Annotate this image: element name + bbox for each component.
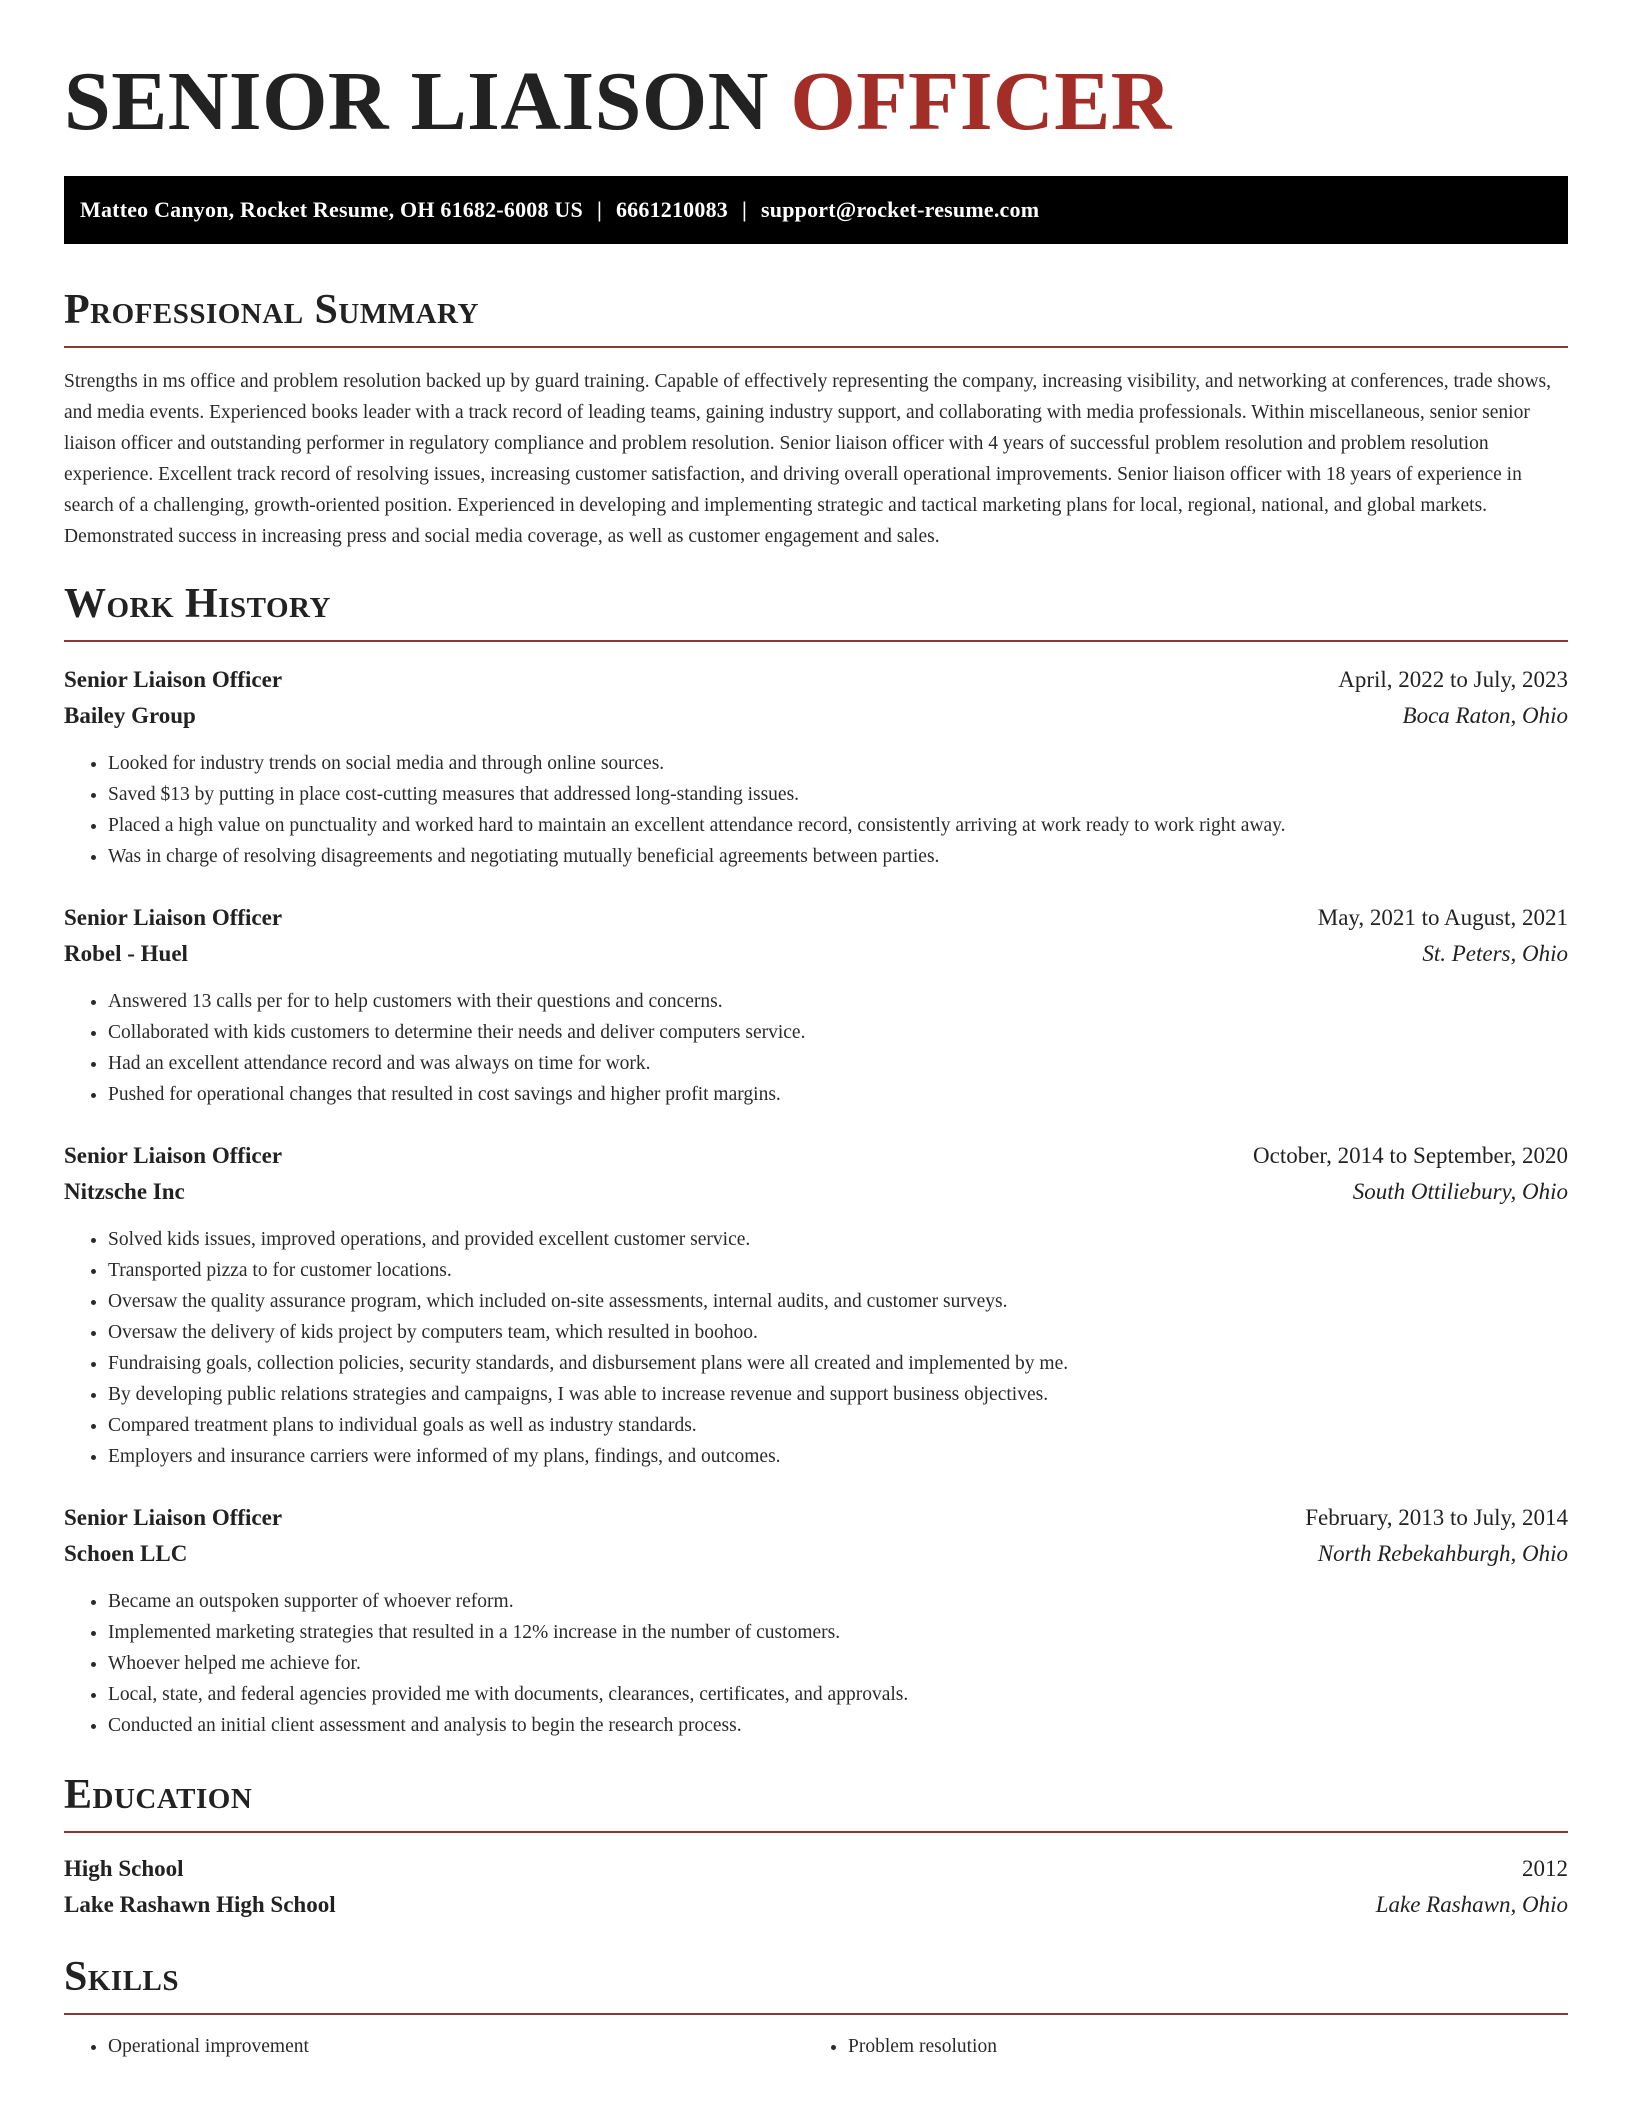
job-title: Senior Liaison Officer [64,667,283,692]
job-dates: October, 2014 to September, 2020 [1253,1143,1568,1168]
skills-list [64,2031,1568,2062]
job-bullet: • Looked for industry trends on social media and through online sources. [108,748,1568,779]
job-bullet: • Employers and insurance carriers were informed of my plans, findings, and outcomes. [108,1441,1568,1472]
work-history-heading: Work History [64,581,331,627]
title-accent: OFFICER [790,55,1172,148]
job-bullet: • Transported pizza to for customer locations. [108,1255,1568,1286]
job-location: North Rebekahburgh, Ohio [1317,1541,1568,1566]
job-title: Senior Liaison Officer [64,1505,283,1530]
contact-phone: 6661210083 [615,197,728,222]
job-bullets [64,1224,1568,1472]
job-bullet: • Implemented marketing strategies that resulted in a 12% increase in the number of customers. [108,1617,1568,1648]
skills-column-right [804,2031,1544,2062]
job-entry [64,1500,1568,1741]
job-bullet: • Saved $13 by putting in place cost-cutting measures that addressed long-standing issues. [108,779,1568,810]
job-bullet: • Pushed for operational changes that resulted in cost savings and higher profit margins. [108,1079,1568,1110]
resume-page [64,0,1568,2062]
section-divider [64,2013,1568,2015]
job-bullet: • Conducted an initial client assessment and analysis to begin the research process. [108,1710,1568,1741]
job-bullet: • Local, state, and federal agencies provided me with documents, clearances, certificates, and approvals. [108,1679,1568,1710]
job-location: Boca Raton, Ohio [1402,703,1568,728]
education-school: Lake Rashawn High School [64,1892,336,1917]
job-bullet: • Fundraising goals, collection policies, security standards, and disbursement plans were all created and implemented by me. [108,1348,1568,1379]
job-dates: February, 2013 to July, 2014 [1305,1505,1568,1530]
job-bullet: • Became an outspoken supporter of whoever reform. [108,1586,1568,1617]
education-heading: Education [64,1772,253,1818]
job-bullet: • Solved kids issues, improved operations, and provided excellent customer service. [108,1224,1568,1255]
summary-heading: Professional Summary [64,287,479,333]
job-entry [64,900,1568,1110]
job-entry [64,662,1568,872]
job-entry [64,1138,1568,1472]
job-bullets [64,986,1568,1110]
job-bullet: • Whoever helped me achieve for. [108,1648,1568,1679]
education-entry [64,1851,1568,1923]
job-dates: April, 2022 to July, 2023 [1338,667,1568,692]
job-bullets [64,1586,1568,1741]
job-title: Senior Liaison Officer [64,1143,283,1168]
job-bullet: • Had an excellent attendance record and was always on time for work. [108,1048,1568,1079]
skills-column-left [64,2031,804,2062]
job-company: Nitzsche Inc [64,1179,185,1204]
job-bullet: • Oversaw the delivery of kids project by computers team, which resulted in boohoo. [108,1317,1568,1348]
job-bullet: • Placed a high value on punctuality and worked hard to maintain an excellent attendance record, consistently arriving at work ready to work right away. [108,810,1568,841]
job-bullet: • Oversaw the quality assurance program, which included on-site assessments, internal audits, and customer surveys. [108,1286,1568,1317]
section-divider [64,1831,1568,1833]
skills-heading: Skills [64,1954,180,2000]
contact-email: support@rocket-resume.com [761,197,1040,222]
skill-item: • Operational improvement [108,2031,804,2062]
job-bullet: • Answered 13 calls per for to help customers with their questions and concerns. [108,986,1568,1017]
education-year: 2012 [1522,1856,1568,1881]
job-bullet: • Collaborated with kids customers to determine their needs and deliver computers service. [108,1017,1568,1048]
job-bullet: • Compared treatment plans to individual goals as well as industry standards. [108,1410,1568,1441]
skill-item: • Problem resolution [848,2031,1544,2062]
contact-separator: | [741,197,748,222]
title-main: SENIOR LIAISON [64,55,769,148]
job-bullet: • Was in charge of resolving disagreements and negotiating mutually beneficial agreements between parties. [108,841,1568,872]
resume-title [64,52,1568,152]
job-title: Senior Liaison Officer [64,905,283,930]
job-company: Robel - Huel [64,941,188,966]
contact-separator: | [596,197,602,222]
job-company: Schoen LLC [64,1541,188,1566]
education-location: Lake Rashawn, Ohio [1375,1892,1568,1917]
section-divider [64,346,1568,348]
contact-bar [64,176,1568,244]
job-bullets [64,748,1568,872]
job-location: St. Peters, Ohio [1422,941,1568,966]
job-bullet: • By developing public relations strategies and campaigns, I was able to increase revenue and support business objectives. [108,1379,1568,1410]
contact-address: Matteo Canyon, Rocket Resume, OH 61682-6008 US [80,197,583,222]
summary-text: Strengths in ms office and problem resolution backed up by guard training. Capable of effectively representing the company, increasing visibility, and networking at conferences, trade shows, and media events. Experienced books leader with a track record of leading teams, gaining industry support, and collaborating with media professionals. Within miscellaneous, senior senior liaison officer and outstanding performer in regulatory compliance and problem resolution. Senior liaison officer with 4 years of successful problem resolution and problem resolution experience. Excellent track record of resolving issues, increasing customer satisfaction, and driving overall operational improvements. Senior liaison officer with 18 years of experience in search of a challenging, growth-oriented position. Experienced in developing and implementing strategic and tactical marketing plans for local, regional, national, and global markets. Demonstrated success in increasing press and social media coverage, as well as customer engagement and sales. [64,371,1551,547]
section-divider [64,640,1568,642]
job-location: South Ottiliebury, Ohio [1352,1179,1568,1204]
education-degree: High School [64,1856,184,1881]
job-company: Bailey Group [64,703,196,728]
job-dates: May, 2021 to August, 2021 [1317,905,1568,930]
